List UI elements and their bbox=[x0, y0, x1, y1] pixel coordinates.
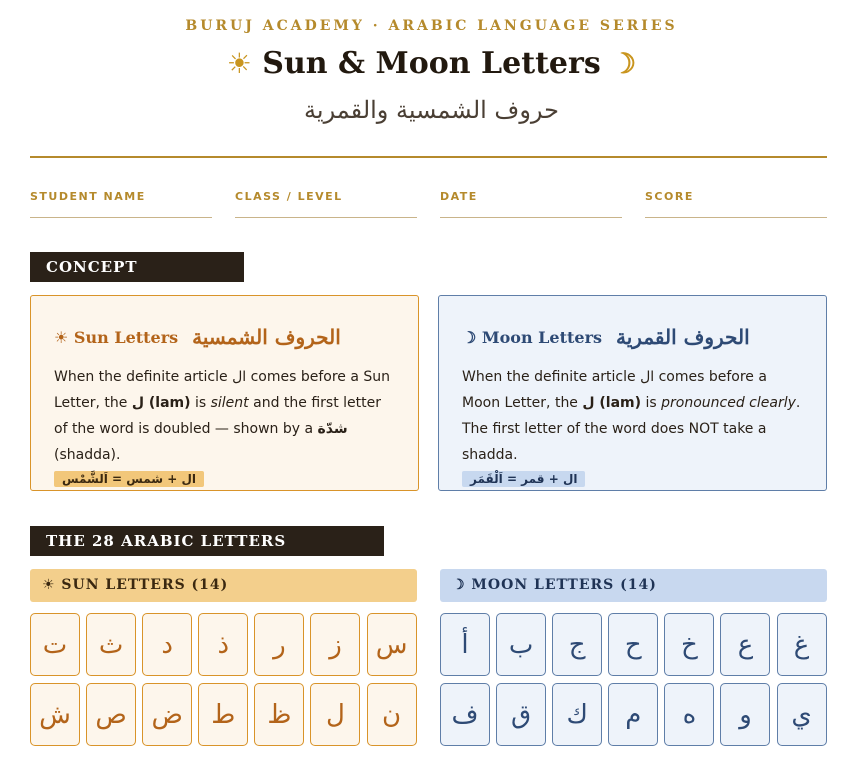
moon-icon: ☽ bbox=[462, 327, 477, 347]
sun-letter-tile[interactable]: ن bbox=[367, 683, 417, 746]
moon-icon: ☽ bbox=[611, 47, 637, 80]
sun-letter-tile[interactable]: ر bbox=[254, 613, 304, 676]
sun-letter-tile[interactable]: ت bbox=[30, 613, 80, 676]
sun-letters-card bbox=[30, 295, 419, 491]
moon-letters-grid bbox=[440, 613, 827, 746]
text: and the first letter of the word is doubled — shown by a bbox=[54, 395, 381, 437]
concept-overview-heading: CONCEPT bbox=[30, 252, 244, 282]
sun-card-title-ar: الحروف الشمسية bbox=[192, 325, 341, 349]
moon-letter-tile[interactable]: غ bbox=[777, 613, 827, 676]
sun-letter-tile[interactable]: ص bbox=[86, 683, 136, 746]
moon-card-title-text: Moon Letters bbox=[481, 327, 603, 347]
arabic-article: ال bbox=[640, 369, 655, 385]
moon-letter-tile[interactable]: ف bbox=[440, 683, 490, 746]
series-label: BURUJ ACADEMY · ARABIC LANGUAGE SERIES bbox=[185, 18, 678, 34]
emphasis: pronounced clearly bbox=[661, 395, 796, 411]
moon-letter-tile[interactable]: ع bbox=[720, 613, 770, 676]
page-title bbox=[0, 46, 863, 81]
moon-card-header bbox=[462, 322, 803, 352]
sun-letters-grid bbox=[30, 613, 417, 746]
lam-label: (lam) bbox=[594, 395, 642, 411]
text: comes before a Moon Letter, the bbox=[462, 369, 767, 411]
moon-example-badge: ال + قمر = اَلْقَمَر bbox=[462, 471, 585, 487]
header-divider bbox=[30, 156, 827, 158]
sun-letter-tile[interactable]: د bbox=[142, 613, 192, 676]
sun-card-header bbox=[54, 322, 395, 352]
sun-letter-tile[interactable]: ل bbox=[310, 683, 360, 746]
student-info-fields bbox=[30, 190, 827, 218]
sun-card-title-text: Sun Letters bbox=[73, 327, 179, 347]
sun-letter-tile[interactable]: ذ bbox=[198, 613, 248, 676]
moon-letter-tile[interactable]: ب bbox=[496, 613, 546, 676]
moon-letter-tile[interactable]: خ bbox=[664, 613, 714, 676]
sun-letter-tile[interactable]: ز bbox=[310, 613, 360, 676]
lam-label: (lam) bbox=[144, 395, 191, 411]
date-field[interactable]: DATE bbox=[440, 190, 622, 218]
sun-letter-tile[interactable]: ض bbox=[142, 683, 192, 746]
text: When the definite article bbox=[462, 369, 641, 385]
moon-card-description bbox=[462, 364, 803, 468]
moon-card-title-ar: الحروف القمرية bbox=[616, 325, 750, 349]
sun-letter-tile[interactable]: ش bbox=[30, 683, 80, 746]
text: comes before a Sun Letter, the bbox=[54, 369, 391, 411]
sun-letter-tile[interactable]: س bbox=[367, 613, 417, 676]
text: When the definite article bbox=[54, 369, 233, 385]
sun-letter-tile[interactable]: ث bbox=[86, 613, 136, 676]
student-name-field[interactable]: STUDENT NAME bbox=[30, 190, 212, 218]
moon-letter-tile[interactable]: ك bbox=[552, 683, 602, 746]
moon-letter-tile[interactable]: و bbox=[720, 683, 770, 746]
text: (shadda). bbox=[54, 447, 121, 463]
sun-letter-tile[interactable]: ظ bbox=[254, 683, 304, 746]
text: . The first letter of the word does NOT take a shadda. bbox=[462, 395, 801, 463]
page-title-text: Sun & Moon Letters bbox=[262, 46, 601, 81]
moon-letters-card bbox=[438, 295, 827, 491]
sun-icon: ☀ bbox=[226, 47, 252, 80]
moon-letter-tile[interactable]: م bbox=[608, 683, 658, 746]
sun-card-title bbox=[54, 328, 178, 347]
moon-letter-tile[interactable]: ح bbox=[608, 613, 658, 676]
arabic-shadda: شدّة bbox=[317, 421, 348, 437]
moon-card-title bbox=[462, 328, 602, 347]
sun-icon: ☀ bbox=[54, 327, 69, 347]
class-level-field[interactable]: CLASS / LEVEL bbox=[235, 190, 417, 218]
emphasis: silent bbox=[210, 395, 249, 411]
moon-letter-tile[interactable]: ي bbox=[777, 683, 827, 746]
letters-classified-heading: THE 28 ARABIC LETTERS bbox=[30, 526, 384, 556]
sun-card-description bbox=[54, 364, 395, 468]
moon-letters-group-header: ☽ MOON LETTERS (14) bbox=[440, 569, 827, 602]
arabic-article: ال bbox=[232, 369, 247, 385]
arabic-subtitle: حروف الشمسية والقمرية bbox=[304, 96, 559, 124]
arabic-lam: ل bbox=[131, 395, 144, 411]
arabic-lam: ل bbox=[582, 395, 595, 411]
moon-letter-tile[interactable]: ق bbox=[496, 683, 546, 746]
moon-letter-tile[interactable]: ج bbox=[552, 613, 602, 676]
text: is bbox=[641, 395, 662, 411]
text: is bbox=[190, 395, 211, 411]
moon-letter-tile[interactable]: ه bbox=[664, 683, 714, 746]
score-field[interactable]: SCORE bbox=[645, 190, 827, 218]
sun-example-badge: ال + شمس = اَلشَّمْس bbox=[54, 471, 204, 487]
moon-letter-tile[interactable]: أ bbox=[440, 613, 490, 676]
sun-letter-tile[interactable]: ط bbox=[198, 683, 248, 746]
sun-letters-group-header: ☀ SUN LETTERS (14) bbox=[30, 569, 417, 602]
